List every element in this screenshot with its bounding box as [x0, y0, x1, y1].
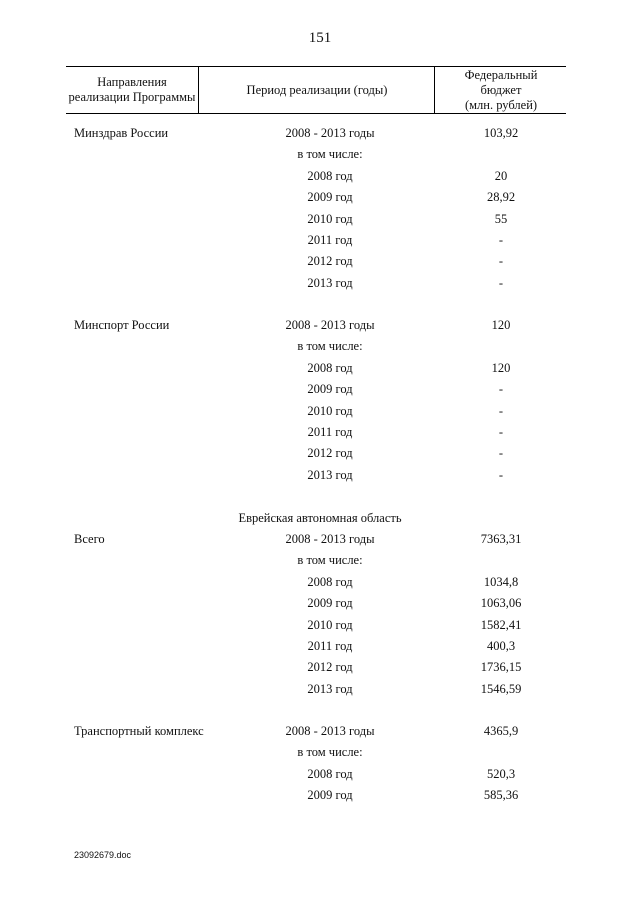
header-period: Период реализации (годы)	[198, 67, 435, 113]
row-period: 2011 год	[307, 639, 353, 653]
table-row	[0, 532, 640, 553]
table-row	[0, 212, 640, 233]
row-period: 2010 год	[307, 617, 353, 632]
row-budget-value: 103,92	[483, 126, 519, 140]
row-period: 2009 год	[307, 382, 353, 397]
header-budget-line1: Федеральный	[464, 67, 538, 82]
row-budget-value: 1546,59	[480, 681, 522, 696]
row-period: в том числе:	[297, 553, 363, 568]
row-period: 2011 год	[307, 425, 353, 439]
row-budget-value: -	[498, 467, 504, 482]
row-budget-value: -	[498, 275, 504, 290]
row-period: 2010 год	[307, 403, 353, 418]
row-period: в том числе:	[297, 745, 363, 760]
table-row	[0, 126, 640, 147]
table-row	[0, 233, 640, 254]
table-row	[0, 169, 640, 190]
table-row	[0, 575, 640, 596]
table-row	[0, 767, 640, 788]
row-period: 2008 год	[307, 766, 353, 781]
table-header	[66, 66, 566, 114]
row-budget-value: -	[498, 233, 504, 247]
region-title: Еврейская автономная область	[238, 511, 402, 525]
table-row	[0, 553, 640, 574]
row-period: 2009 год	[307, 190, 353, 205]
table-row	[0, 745, 640, 766]
table-row	[0, 618, 640, 639]
row-budget-value: 1034,8	[483, 574, 519, 589]
row-period: 2008 год	[307, 574, 353, 589]
header-budget-line3: (млн. рублей)	[464, 97, 538, 112]
row-budget-value: 520,3	[486, 766, 516, 781]
table-row	[0, 788, 640, 809]
row-period: 2008 год	[307, 360, 353, 375]
row-period: 2008 - 2013 годы	[285, 318, 375, 332]
row-direction: Минспорт России	[74, 318, 170, 332]
table-row	[0, 339, 640, 360]
row-period: 2009 год	[307, 788, 353, 803]
row-budget-value: 1582,41	[480, 617, 522, 632]
table-row	[0, 190, 640, 211]
table-row	[0, 639, 640, 660]
row-direction: Минздрав России	[74, 126, 169, 140]
row-budget-value: 400,3	[486, 639, 516, 653]
table-row	[0, 660, 640, 681]
table-row	[0, 276, 640, 297]
row-budget-value: 585,36	[483, 788, 519, 803]
row-direction: Транспортный комплекс	[74, 724, 204, 738]
table-row	[0, 446, 640, 467]
row-period: 2011 год	[307, 233, 353, 247]
table-row	[0, 147, 640, 168]
table-row	[0, 361, 640, 382]
row-budget-value: 120	[491, 318, 511, 332]
row-period: в том числе:	[297, 147, 363, 162]
row-budget-value: -	[498, 425, 504, 439]
row-period: 2012 год	[307, 254, 353, 269]
row-period: 2008 - 2013 годы	[285, 724, 375, 738]
header-budget	[434, 67, 567, 113]
row-period: 2008 год	[307, 168, 353, 183]
row-budget-value: 1736,15	[480, 660, 522, 675]
table-row	[0, 468, 640, 489]
table-row	[0, 425, 640, 446]
row-budget-value: -	[498, 382, 504, 397]
header-directions: Направления реализации Программы	[68, 75, 196, 104]
row-budget-value: -	[498, 446, 504, 461]
row-period: 2009 год	[307, 596, 353, 611]
table-row	[0, 682, 640, 703]
table-row	[0, 318, 640, 339]
table-row	[0, 254, 640, 275]
row-period: 2012 год	[307, 660, 353, 675]
row-budget-value: 20	[494, 168, 508, 183]
row-budget-value: 55	[494, 211, 508, 226]
footer-filename: 23092679.doc	[74, 850, 132, 860]
page-number: 151	[308, 30, 332, 46]
row-period: 2010 год	[307, 211, 353, 226]
row-budget-value: 7363,31	[480, 532, 522, 546]
row-period: 2008 - 2013 годы	[285, 532, 375, 546]
row-budget-value: 4365,9	[483, 724, 519, 738]
row-budget-value: -	[498, 254, 504, 269]
row-period: 2012 год	[307, 446, 353, 461]
row-budget-value: -	[498, 403, 504, 418]
table-row	[0, 404, 640, 425]
row-budget-value: 28,92	[486, 190, 516, 205]
row-budget-value: 120	[491, 360, 511, 375]
table-row	[0, 382, 640, 403]
table-row	[0, 724, 640, 745]
header-budget-line2: бюджет	[480, 82, 522, 97]
table-row	[0, 596, 640, 617]
row-period: 2013 год	[307, 467, 353, 482]
row-direction: Всего	[74, 532, 105, 546]
row-period: 2013 год	[307, 275, 353, 290]
row-period: 2008 - 2013 годы	[285, 126, 375, 140]
row-period: 2013 год	[307, 681, 353, 696]
row-budget-value: 1063,06	[480, 596, 522, 611]
row-period: в том числе:	[297, 339, 363, 354]
